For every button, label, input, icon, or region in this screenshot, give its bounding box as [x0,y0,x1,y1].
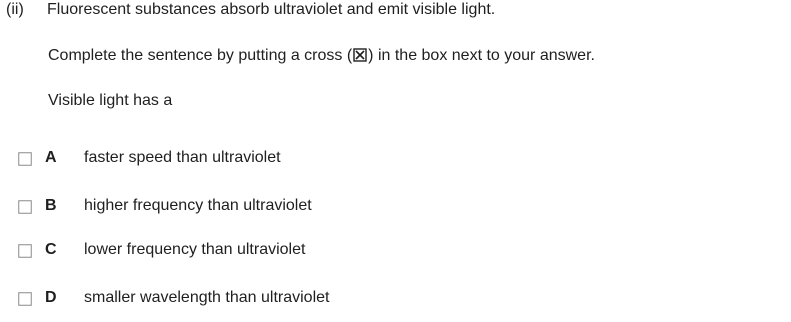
option-letter-a: A [45,149,57,166]
option-d[interactable] [0,288,791,310]
answer-checkbox-b[interactable] [18,200,32,214]
option-text-c: lower frequency than ultraviolet [84,241,306,258]
option-text-b: higher frequency than ultraviolet [84,197,312,214]
instruction [48,46,595,66]
option-letter-d: D [45,289,57,306]
answer-checkbox-d[interactable] [18,292,32,306]
option-letter-b: B [45,197,57,214]
question-stem: Visible light has a [48,92,173,109]
option-letter-c: C [45,241,57,258]
option-text-d: smaller wavelength than ultraviolet [84,289,330,306]
option-c[interactable] [0,240,791,262]
option-b[interactable] [0,196,791,218]
crossed-box-icon [353,48,367,62]
answer-checkbox-c[interactable] [18,244,32,258]
question-text: Fluorescent substances absorb ultraviolet and emit visible light. [47,1,496,18]
instruction-text-after: ) in the box next to your answer. [368,47,595,64]
option-a[interactable] [0,148,791,170]
option-text-a: faster speed than ultraviolet [84,149,281,166]
answer-checkbox-a[interactable] [18,152,32,166]
instruction-text-before: Complete the sentence by putting a cross ( [48,47,353,64]
question-number: (ii) [6,1,24,18]
